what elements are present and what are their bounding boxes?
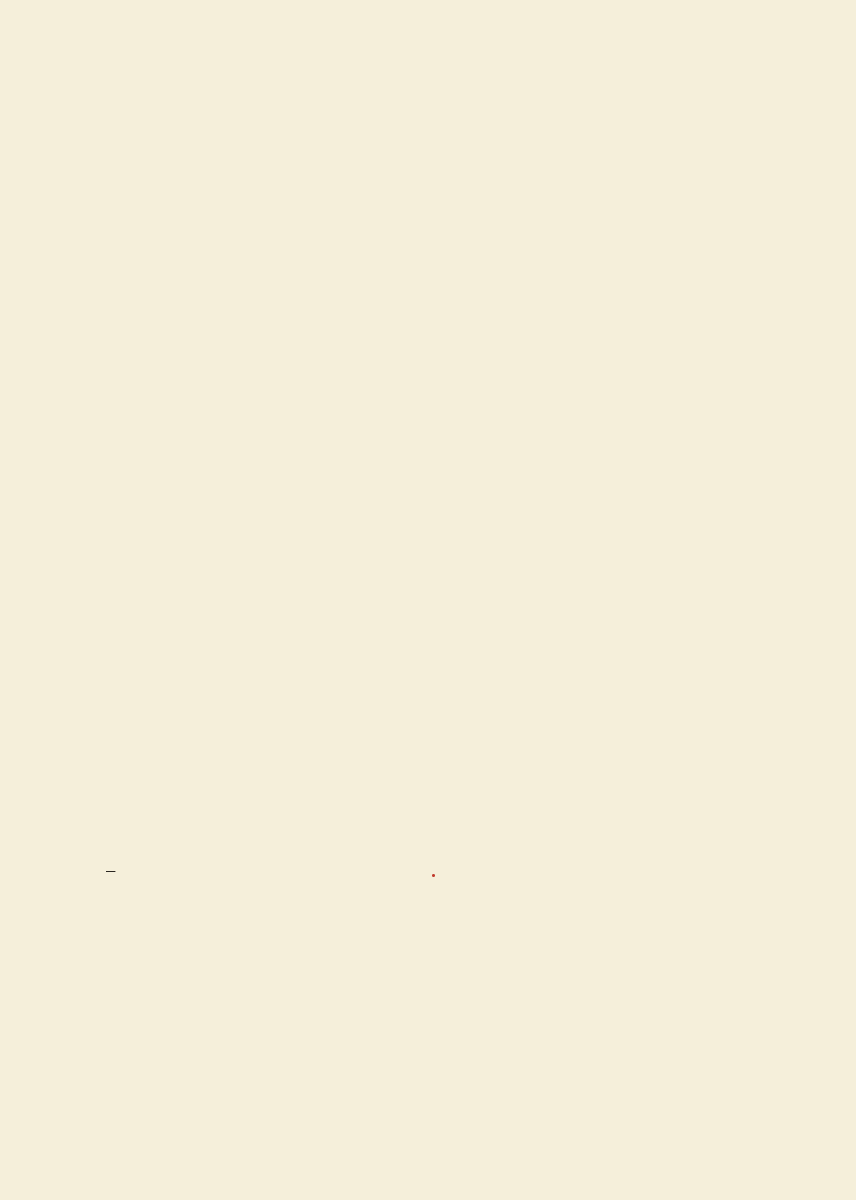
red-mark [432, 874, 435, 877]
struck-entry [106, 863, 115, 881]
